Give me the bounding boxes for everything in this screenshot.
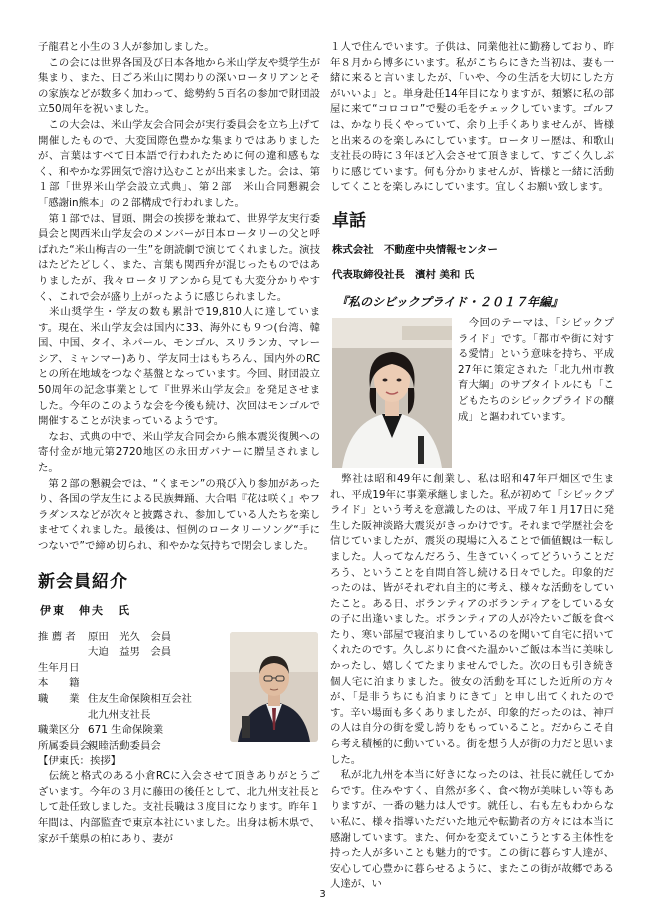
left-column [38,40,320,847]
profile-key: 本 籍 [38,677,80,690]
report-paragraph: 第１部では、冒頭、開会の挨拶を兼ねて、世界学友実行委員会と関西米山学友会のメンバーが日本ロータリーの父と呼ばれた“米山梅吉の一生”を朗読劇で演じてくれました。演技はたどたどしく、また、言葉も関西弁が混じったものではありましたが、我々ロータリアンから見ても大変分かりやすく、これで会が盛り上がったように感じられました。 [38,212,320,303]
essay-body [330,472,614,893]
report-paragraph: 第２部の懇親会では、“くまモン”の飛び入り参加があったり、各国の学友生による民族舞踊、大合唱『花は咲く』やフラダンスなどが次々と披露され、参加している人たちを楽しませてくれました。最後は、恒例のロータリーソング“手につないで”で締め切られ、和やかな気持ちで閉会しました。 [38,477,320,552]
right-column [330,40,614,893]
report-paragraph: なお、式典の中で、米山学友合同会から熊本震災復興への寄付金が地元第2720地区の永田ガバナーに贈呈されました。 [38,430,320,475]
profile-value: 住友生命保険相互会社 [88,692,192,705]
profile-row [38,645,238,661]
report-paragraph: 子龍君と小生の３人が参加しました。 [38,41,215,53]
report-paragraph: この会には世界各国及び日本各地から米山学友や奨学生が集まり、また、日ごろ米山に関わりの深いロータリアンとその家族などが数多く加わって、総勢約５百名の参加で財団設立50周年を祝いました。 [38,56,320,116]
greeting-text: 伝統と格式のある小倉RCに入会させて頂きありがとうございます。今年の３月に藤田の後任として、北九州支社長として赴任致しました。支社長職は３度目になります。昨年１年間は、内部監査で東京本社にいました。出身は栃木県で、家が千葉県の柏にあり、妻が [38,770,320,845]
profile-row [38,739,238,755]
company-name: 株式会社 不動産中央情報センター [332,243,498,256]
new-member-heading: 新会員紹介 [38,571,128,592]
profile-key [38,708,88,724]
essay-paragraph: 弊社は昭和49年に創業し、私は昭和47年戸畑区で生まれ、平成19年に事業承継しました。私が初めて「シビックプライド」という考えを意識したのは、平成７年１月17日に発生した阪神淡路大震災がきっかけです。それまで学歴社会を信じていましたが、震災の現場に入ることで価値観は一転しました。人ってなんだろう、生きていくってどういうことだろう、ということを自問自答し続ける日々でした。印象的だったのは、皆がそれぞれ自主的に考え、様々な活動をしていたこと。ある日、ボランティアのボランティアをしている女の子に出逢いました。ボランティアの人が冷たいご飯を食べたり、寒い部屋で寝泊まりしているのを聞いて自宅に招いてくれたのです。久しぶりに食べた温かいご飯は本当に美味しかったし、嬉しくてたまりませんでした。次の日も引き続き個人宅に泊まりました。彼女の活動を耳にした近所の方々が、「是非うちにも泊まりにきて」と申し出てくれたのです。辛い場面も多くありましたが、印象的だったのは、神戸の人は自分の街を愛し誇りをもっていること。だからこそ自ら考え積極的に動いている。街を想う人が街の力だと思いました。 [330,472,614,766]
greeting-label: 【伊東氏：挨拶】 [38,754,122,767]
essay-title: 『私のシビックプライド・２０１７年編』 [336,294,564,309]
profile-value: 親睦活動委員会 [88,739,161,752]
profile-row [38,630,238,646]
report-paragraph: 米山奨学生・学友の数も累計で19,810人に達しています。現在、米山学友会は国内に33、海外にも９つ(台湾、韓国、中国、タイ、ネパール、モンゴル、スリランカ、マレーシア、ミャンマー)あり、学友同士はもちろん、国内外のRCとの所在地域をつなぐ基盤となっています。今回、財団設立50周年の記念事業として『世界米山学友会』を発足させました。今年のこのような会を今後も続け、次回はモンゴルで開催することが決まっているようです。 [38,306,320,428]
profile-key [38,645,88,661]
profile-key: 職業区分 [38,724,80,737]
profile-key: 推 薦 者 [38,630,76,643]
essay-intro [458,316,614,425]
greeting-continuation: １人で住んでいます。子供は、同業他社に勤務しており、昨年８月から博多にいます。私がこちらにきた当初は、妻も一緒に来ると言いましたが、「いや、今の生活を大切にした方がいいよ」と。単身赴任14年目になりますが、頻繁に私の部屋に来て“コロコロ”で髪の毛をチェックしています。ゴルフは、かなり長くやっていて、余り上手くありませんが、皆様と出来るのを楽しみにしています。ロータリー歴は、和歌山支社長の時に３年ほど入会させて頂きまして、すごく久しぶりに感じています。何も分かりませんが、皆様と一緒に活動してくことを楽しみにしています。宜しくお願い致します。 [330,41,614,194]
profile-row [38,676,238,692]
profile-key: 所属委員会 [38,739,90,752]
essay-top [330,316,614,472]
profile-row [38,708,238,724]
profile-table [38,630,238,755]
profile-row [38,723,238,739]
member-photo [230,632,318,742]
profile-key: 生年月日 [38,661,80,674]
essay-paragraph: 私が北九州を本当に好きになったのは、社長に就任してからです。住みやすく、自然が多く、食べ物が美味しい等もありますが、一番の魅力は人です。就任し、右も左もわからない私に、様々指導いただいた地元や転勤者の方々には本当に感謝しています。また、何かを変えていこうとする主体性を持った人が多いことも魅力的です。この街に暮らす人達が、安心して心豊かに暮らせるように、またこの街が故郷である人達が、い [330,769,614,891]
page-number: 3 [319,889,326,900]
profile-value: 大迫 益男 会員 [88,646,172,659]
profile-value: 北九州支社長 [88,708,151,721]
essay-intro-text: 今回のテーマは、「シビックプライド」です。「都市や街に対する愛情」という意味を持ち、平成27年に策定された「北九州市教育大綱」のサブタイトルにも「こどもたちのシビックプライドの醸成」と謳われています。 [458,316,614,423]
member-name: 伊東 伸夫 氏 [40,603,131,617]
speaker-photo [332,318,452,468]
profile-row [38,692,238,708]
profile-value: 原田 光久 会員 [88,630,172,643]
profile-key: 職 業 [38,692,80,705]
profile-row [38,661,238,677]
speaker-title: 代表取締役社長 濱村 美和 氏 [332,268,475,281]
member-profile [38,630,320,754]
takuwa-heading: 卓話 [332,210,366,231]
report-paragraph: この大会は、米山学友会合同会が実行委員会を立ち上げて開催したもので、大変国際色豊かな集まりではありましたが、言葉はすべて日本語で行われたために何の違和感もなく、和やかな雰囲気で溶け込むことが出来ました。会は、第１部「世界米山学会設立式典」、第２部 米山合同懇親会「感謝in熊本」の２部構成で行われました。 [38,118,320,209]
profile-value: 671 生命保険業 [88,724,164,737]
